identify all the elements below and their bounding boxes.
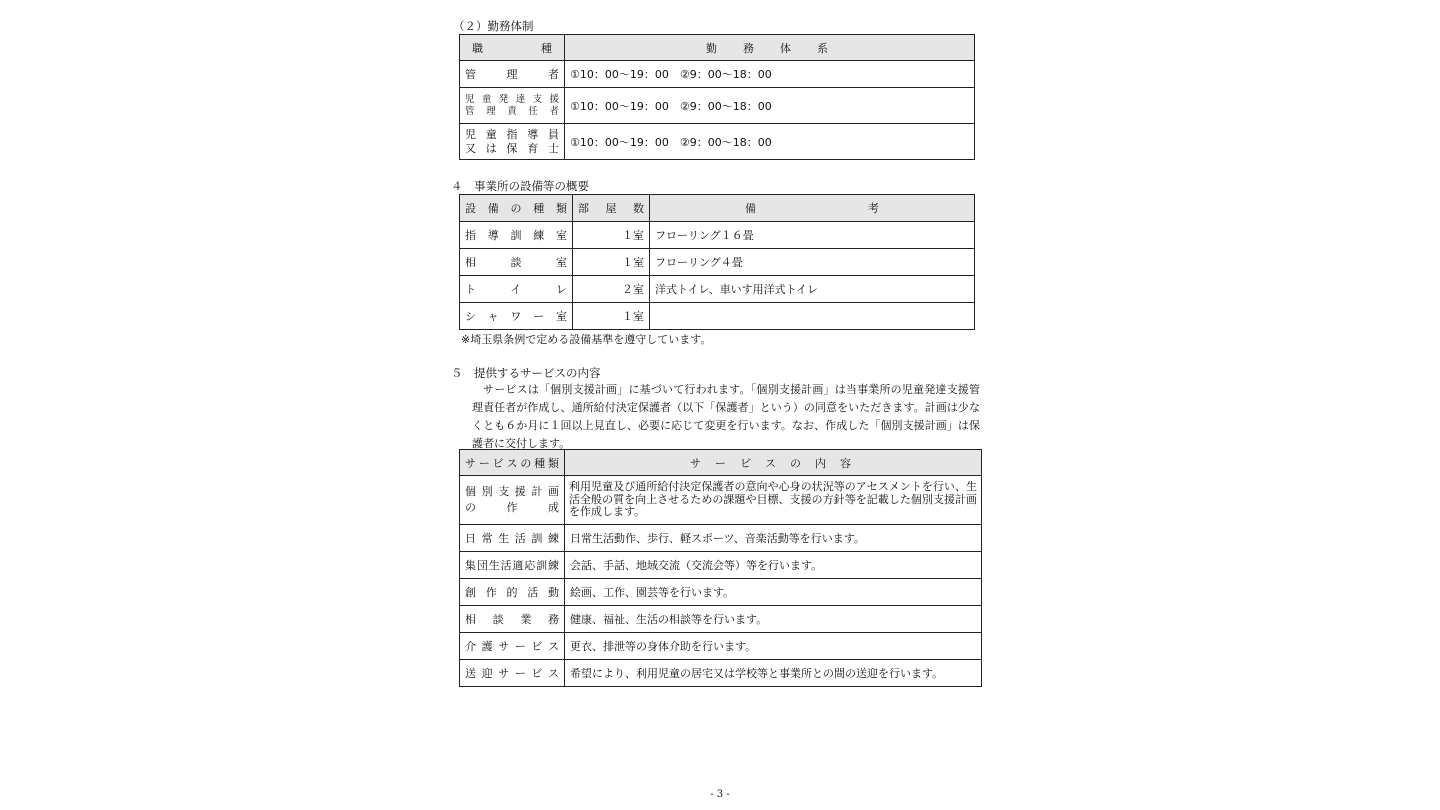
service-type-cell: 介護サービス: [460, 633, 565, 660]
service-content-cell: 利用児童及び通所給付決定保護者の意向や心身の状況等のアセスメントを行い、生活全般の質を向上させるための課題や目標、支援の方針等を記載した個別支援計画を作成します。: [565, 476, 982, 525]
table-row: [460, 303, 975, 330]
role-cell: [460, 124, 565, 160]
schedule-cell: ①10：00～19：00 ②9：00～18：00: [565, 124, 975, 160]
facility-type-cell: 指導訓練室: [460, 222, 573, 249]
schedule-cell: ①10：00～19：00 ②9：00～18：00: [565, 88, 975, 124]
table-row: [460, 88, 975, 124]
header-remarks-b: 考: [868, 202, 879, 215]
table-row: [460, 660, 982, 687]
header-remarks: [650, 195, 975, 222]
service-type-line2: の作成: [465, 501, 559, 514]
room-count-cell: １室: [573, 303, 650, 330]
room-count-cell: １室: [573, 249, 650, 276]
role-cell: 管理者: [460, 61, 565, 88]
role-line2: 又は保育士: [465, 141, 559, 155]
section-facility-title: ４ 事業所の設備等の概要: [451, 179, 589, 193]
table-row: [460, 579, 982, 606]
table-header-row: [460, 195, 975, 222]
service-paragraph: サービスは「個別支援計画」に基づいて行われます。「個別支援計画」は当事業所の児童発達支援管理責任者が作成し、通所給付決定保護者（以下「保護者」という）の同意をいただきます。計画は少なくとも６か月に１回以上見直し、必要に応じて変更を行います。なお、作成した「個別支援計画」は保護者に交付します。: [472, 383, 980, 450]
service-type-cell: 集団生活適応訓練: [460, 552, 565, 579]
facility-type-cell: トイレ: [460, 276, 573, 303]
service-type-cell: [460, 476, 565, 525]
facility-table: [459, 194, 975, 330]
service-content-cell: 更衣、排泄等の身体介助を行います。: [565, 633, 982, 660]
header-service-content: サービスの内容: [565, 450, 982, 476]
table-header-row: [460, 35, 975, 61]
table-row: [460, 61, 975, 88]
table-row: [460, 633, 982, 660]
page-number: - 3 -: [710, 789, 730, 800]
header-remarks-a: 備: [745, 202, 756, 215]
service-content-cell: 希望により、利用児童の居宅又は学校等と事業所との間の送迎を行います。: [565, 660, 982, 687]
service-content-cell: 絵画、工作、園芸等を行います。: [565, 579, 982, 606]
table-row: [460, 222, 975, 249]
role-line2: 管理責任者: [465, 105, 559, 117]
section-service-title: ５ 提供するサービスの内容: [451, 366, 601, 380]
service-content-cell: 健康、福祉、生活の相談等を行います。: [565, 606, 982, 633]
table-row: [460, 552, 982, 579]
service-type-line1: 個別支援計画: [465, 485, 559, 498]
service-content-cell: 会話、手話、地域交流（交流会等）等を行います。: [565, 552, 982, 579]
table-row: [460, 606, 982, 633]
service-type-cell: 創作的活動: [460, 579, 565, 606]
header-role: 職種: [460, 35, 565, 61]
table-row: [460, 249, 975, 276]
remarks-cell: [650, 303, 975, 330]
service-type-cell: 相談業務: [460, 606, 565, 633]
table-row: [460, 124, 975, 160]
service-table: [459, 449, 982, 687]
remarks-cell: 洋式トイレ、車いす用洋式トイレ: [650, 276, 975, 303]
service-type-cell: 日常生活訓練: [460, 525, 565, 552]
header-facility-type: 設備の種類: [460, 195, 573, 222]
schedule-cell: ①10：00～19：00 ②9：00～18：00: [565, 61, 975, 88]
header-service-type: サービスの種類: [460, 450, 565, 476]
remarks-cell: フローリング１６畳: [650, 222, 975, 249]
facility-type-cell: シャワー室: [460, 303, 573, 330]
facility-footnote: ※埼玉県条例で定める設備基準を遵守しています。: [461, 333, 712, 346]
header-schedule: 勤務体系: [565, 35, 975, 61]
table-row: [460, 525, 982, 552]
table-row: [460, 276, 975, 303]
role-cell: [460, 88, 565, 124]
table-row: [460, 476, 982, 525]
room-count-cell: １室: [573, 222, 650, 249]
work-table: [459, 34, 975, 160]
section-work-title: （２）勤務体制: [453, 19, 534, 33]
facility-type-cell: 相談室: [460, 249, 573, 276]
remarks-cell: フローリング４畳: [650, 249, 975, 276]
service-content-cell: 日常生活動作、歩行、軽スポーツ、音楽活動等を行います。: [565, 525, 982, 552]
room-count-cell: ２室: [573, 276, 650, 303]
role-line1: 児童指導員: [465, 127, 559, 141]
service-type-cell: 送迎サービス: [460, 660, 565, 687]
role-line1: 児童発達支援: [465, 93, 559, 105]
header-room-count: 部屋数: [573, 195, 650, 222]
table-header-row: [460, 450, 982, 476]
